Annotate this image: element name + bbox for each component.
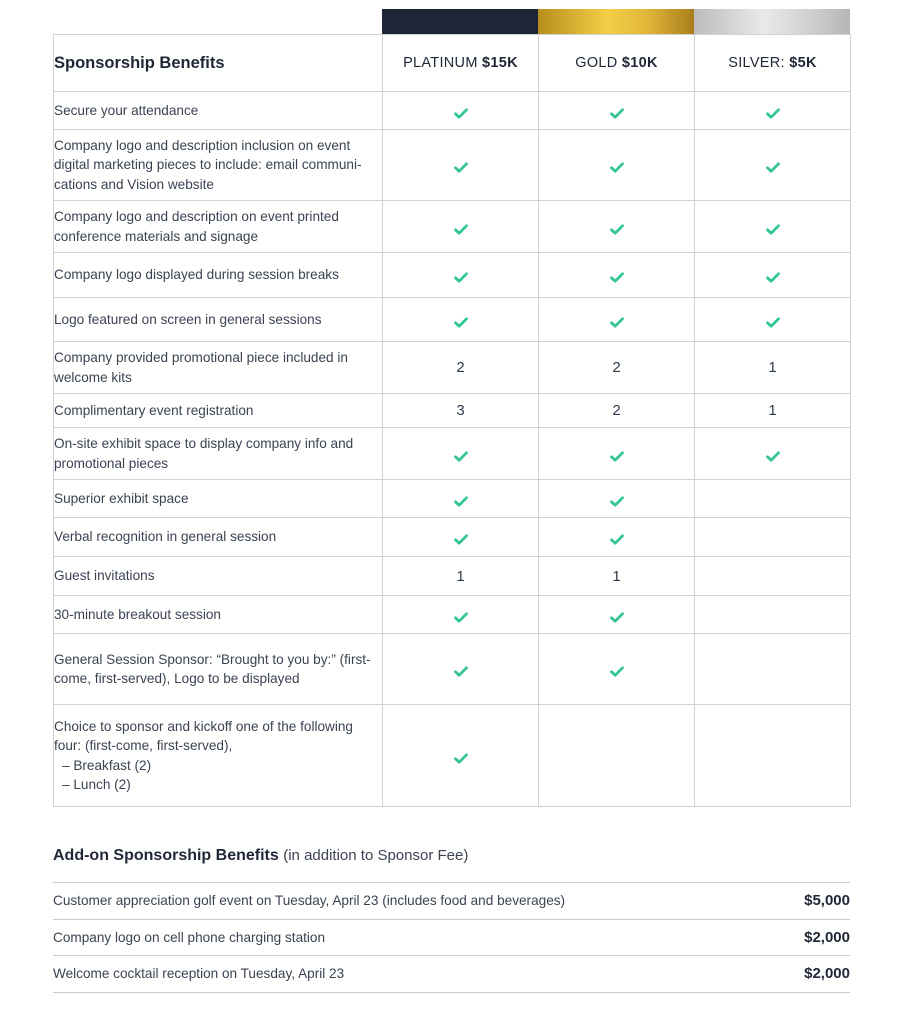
check-icon — [454, 315, 468, 326]
addon-description: Customer appreciation golf event on Tuesday, April 23 (includes food and beverages) — [53, 893, 566, 909]
tier-value-gold — [539, 557, 695, 596]
gold-color-bar — [538, 9, 694, 34]
benefit-cell — [54, 480, 383, 518]
check-icon — [454, 270, 468, 281]
benefit-label: Company provided promotional piece included in welcome kits — [54, 350, 348, 385]
check-icon — [454, 106, 468, 117]
tier-value-gold — [539, 518, 695, 557]
check-icon — [766, 160, 780, 171]
platinum-color-bar — [382, 9, 538, 34]
addon-price: $2,000 — [804, 928, 850, 946]
table-row — [54, 130, 851, 201]
tier-count: 1 — [612, 567, 621, 585]
benefit-label: On-site exhibit space to display company info and promotional pieces — [54, 436, 354, 471]
benefit-cell — [54, 557, 383, 596]
tier-value-silver — [695, 130, 851, 201]
benefit-sub-item: – Lunch (2) — [62, 777, 131, 792]
check-icon — [454, 610, 468, 621]
tier-value-gold — [539, 634, 695, 705]
benefit-label: 30-minute breakout session — [54, 606, 221, 622]
tier-value-platinum — [383, 596, 539, 634]
table-row — [54, 298, 851, 342]
tier-value-platinum — [383, 130, 539, 201]
tier-value-silver — [695, 596, 851, 634]
table-row — [54, 705, 851, 807]
check-icon — [610, 494, 624, 505]
table-row — [54, 92, 851, 130]
tier-value-silver — [695, 253, 851, 298]
addon-note: (in addition to Sponsor Fee) — [283, 847, 469, 864]
table-row — [54, 480, 851, 518]
check-icon — [766, 315, 780, 326]
check-icon — [610, 160, 624, 171]
tier-value-platinum — [383, 557, 539, 596]
tier-value-gold — [539, 253, 695, 298]
tier-value-platinum — [383, 342, 539, 394]
tier-value-platinum — [383, 705, 539, 807]
tier-value-gold — [539, 596, 695, 634]
tier-value-platinum — [383, 634, 539, 705]
table-row — [54, 428, 851, 480]
benefit-cell — [54, 92, 383, 130]
check-icon — [454, 494, 468, 505]
addon-title: Add-on Sponsorship Benefits — [53, 847, 279, 864]
benefit-label: Secure your attendance — [54, 102, 199, 118]
tier-value-platinum — [383, 480, 539, 518]
check-icon — [610, 106, 624, 117]
tier-count: 1 — [768, 359, 777, 376]
tier-value-platinum — [383, 298, 539, 342]
addon-row — [53, 920, 850, 957]
tier-value-platinum — [383, 92, 539, 130]
benefit-cell — [54, 394, 383, 428]
benefit-label: Choice to sponsor and kickoff one of the following four: (first-come, first-served), — [54, 718, 353, 753]
addon-price: $5,000 — [804, 892, 850, 910]
tier-value-silver — [695, 298, 851, 342]
table-row — [54, 342, 851, 394]
benefit-label: Guest invitations — [54, 568, 155, 584]
check-icon — [766, 106, 780, 117]
check-icon — [454, 222, 468, 233]
tier-value-gold — [539, 428, 695, 480]
tier-value-gold — [539, 130, 695, 201]
table-row — [54, 253, 851, 298]
check-icon — [610, 449, 624, 460]
tier-header-silver — [695, 35, 851, 92]
addon-row — [53, 956, 850, 993]
addon-row — [53, 883, 850, 920]
check-icon — [610, 664, 624, 675]
tier-header-platinum — [383, 35, 539, 92]
table-row — [54, 596, 851, 634]
check-icon — [610, 270, 624, 281]
tier-value-silver — [695, 428, 851, 480]
tier-value-silver — [695, 634, 851, 705]
benefit-cell — [54, 342, 383, 394]
tier-price: $15K — [482, 55, 518, 71]
check-icon — [610, 315, 624, 326]
tier-value-silver — [695, 394, 851, 428]
tier-value-platinum — [383, 518, 539, 557]
benefit-label: General Session Sponsor: “Brought to you by:” (first-come, first-served), Logo to be displayed — [54, 651, 371, 686]
check-icon — [454, 751, 468, 762]
tier-value-gold — [539, 394, 695, 428]
tier-value-platinum — [383, 394, 539, 428]
addon-description: Company logo on cell phone charging station — [53, 929, 326, 945]
tier-price: $10K — [621, 55, 658, 71]
tier-value-silver — [695, 518, 851, 557]
tier-value-gold — [539, 705, 695, 807]
benefit-rows — [54, 92, 851, 807]
tier-price: $5K — [789, 55, 817, 71]
tier-value-silver — [695, 342, 851, 394]
tier-color-bars — [382, 9, 850, 34]
tier-count: 3 — [456, 402, 465, 419]
silver-color-bar — [694, 9, 850, 34]
tier-value-platinum — [383, 201, 539, 253]
benefit-cell — [54, 201, 383, 253]
check-icon — [610, 222, 624, 233]
tier-count: 2 — [612, 402, 621, 419]
table-row — [54, 634, 851, 705]
addon-list — [53, 882, 850, 993]
tier-value-silver — [695, 480, 851, 518]
tier-name: SILVER: — [728, 55, 785, 71]
benefit-cell — [54, 705, 383, 807]
benefit-cell — [54, 634, 383, 705]
tier-value-silver — [695, 92, 851, 130]
tier-name: PLATINUM — [403, 55, 478, 71]
check-icon — [454, 532, 468, 543]
check-icon — [766, 449, 780, 460]
table-row — [54, 201, 851, 253]
tier-value-platinum — [383, 428, 539, 480]
benefit-label: Company logo and description inclusion on event digital marketing pieces to include: email communi-cations and Vision website — [54, 137, 362, 192]
benefit-label: Superior exhibit space — [54, 490, 189, 506]
addon-description: Welcome cocktail reception on Tuesday, April 23 — [53, 966, 345, 982]
benefit-cell — [54, 253, 383, 298]
tier-header-gold — [539, 35, 695, 92]
benefit-label: Company logo displayed during session breaks — [54, 267, 339, 283]
tier-count: 1 — [456, 567, 465, 585]
table-row — [54, 557, 851, 596]
benefit-label: Company logo and description on event printed conference materials and signage — [54, 209, 339, 244]
tier-value-silver — [695, 557, 851, 596]
benefit-label: Verbal recognition in general session — [54, 529, 277, 545]
table-title: Sponsorship Benefits — [54, 35, 383, 92]
check-icon — [454, 664, 468, 675]
tier-value-gold — [539, 480, 695, 518]
sponsorship-benefits-table — [53, 34, 851, 807]
check-icon — [610, 532, 624, 543]
tier-name: GOLD — [575, 55, 618, 71]
check-icon — [610, 610, 624, 621]
tier-value-gold — [539, 201, 695, 253]
check-icon — [766, 222, 780, 233]
addon-price: $2,000 — [804, 965, 850, 983]
benefit-label: Logo featured on screen in general sessions — [54, 311, 322, 327]
table-row — [54, 518, 851, 557]
tier-value-silver — [695, 705, 851, 807]
benefit-cell — [54, 298, 383, 342]
tier-value-platinum — [383, 253, 539, 298]
addon-section-title — [53, 847, 468, 865]
benefit-cell — [54, 130, 383, 201]
tier-count: 1 — [768, 402, 777, 419]
tier-value-gold — [539, 298, 695, 342]
tier-count: 2 — [612, 359, 621, 376]
tier-value-silver — [695, 201, 851, 253]
check-icon — [454, 160, 468, 171]
tier-value-gold — [539, 342, 695, 394]
table-row — [54, 394, 851, 428]
check-icon — [766, 270, 780, 281]
benefit-cell — [54, 428, 383, 480]
check-icon — [454, 449, 468, 460]
benefit-cell — [54, 596, 383, 634]
tier-count: 2 — [456, 359, 465, 376]
benefit-cell — [54, 518, 383, 557]
benefit-sub-item: – Breakfast (2) — [62, 757, 152, 773]
benefit-label: Complimentary event registration — [54, 402, 254, 418]
tier-value-gold — [539, 92, 695, 130]
table-header-row — [54, 35, 851, 92]
